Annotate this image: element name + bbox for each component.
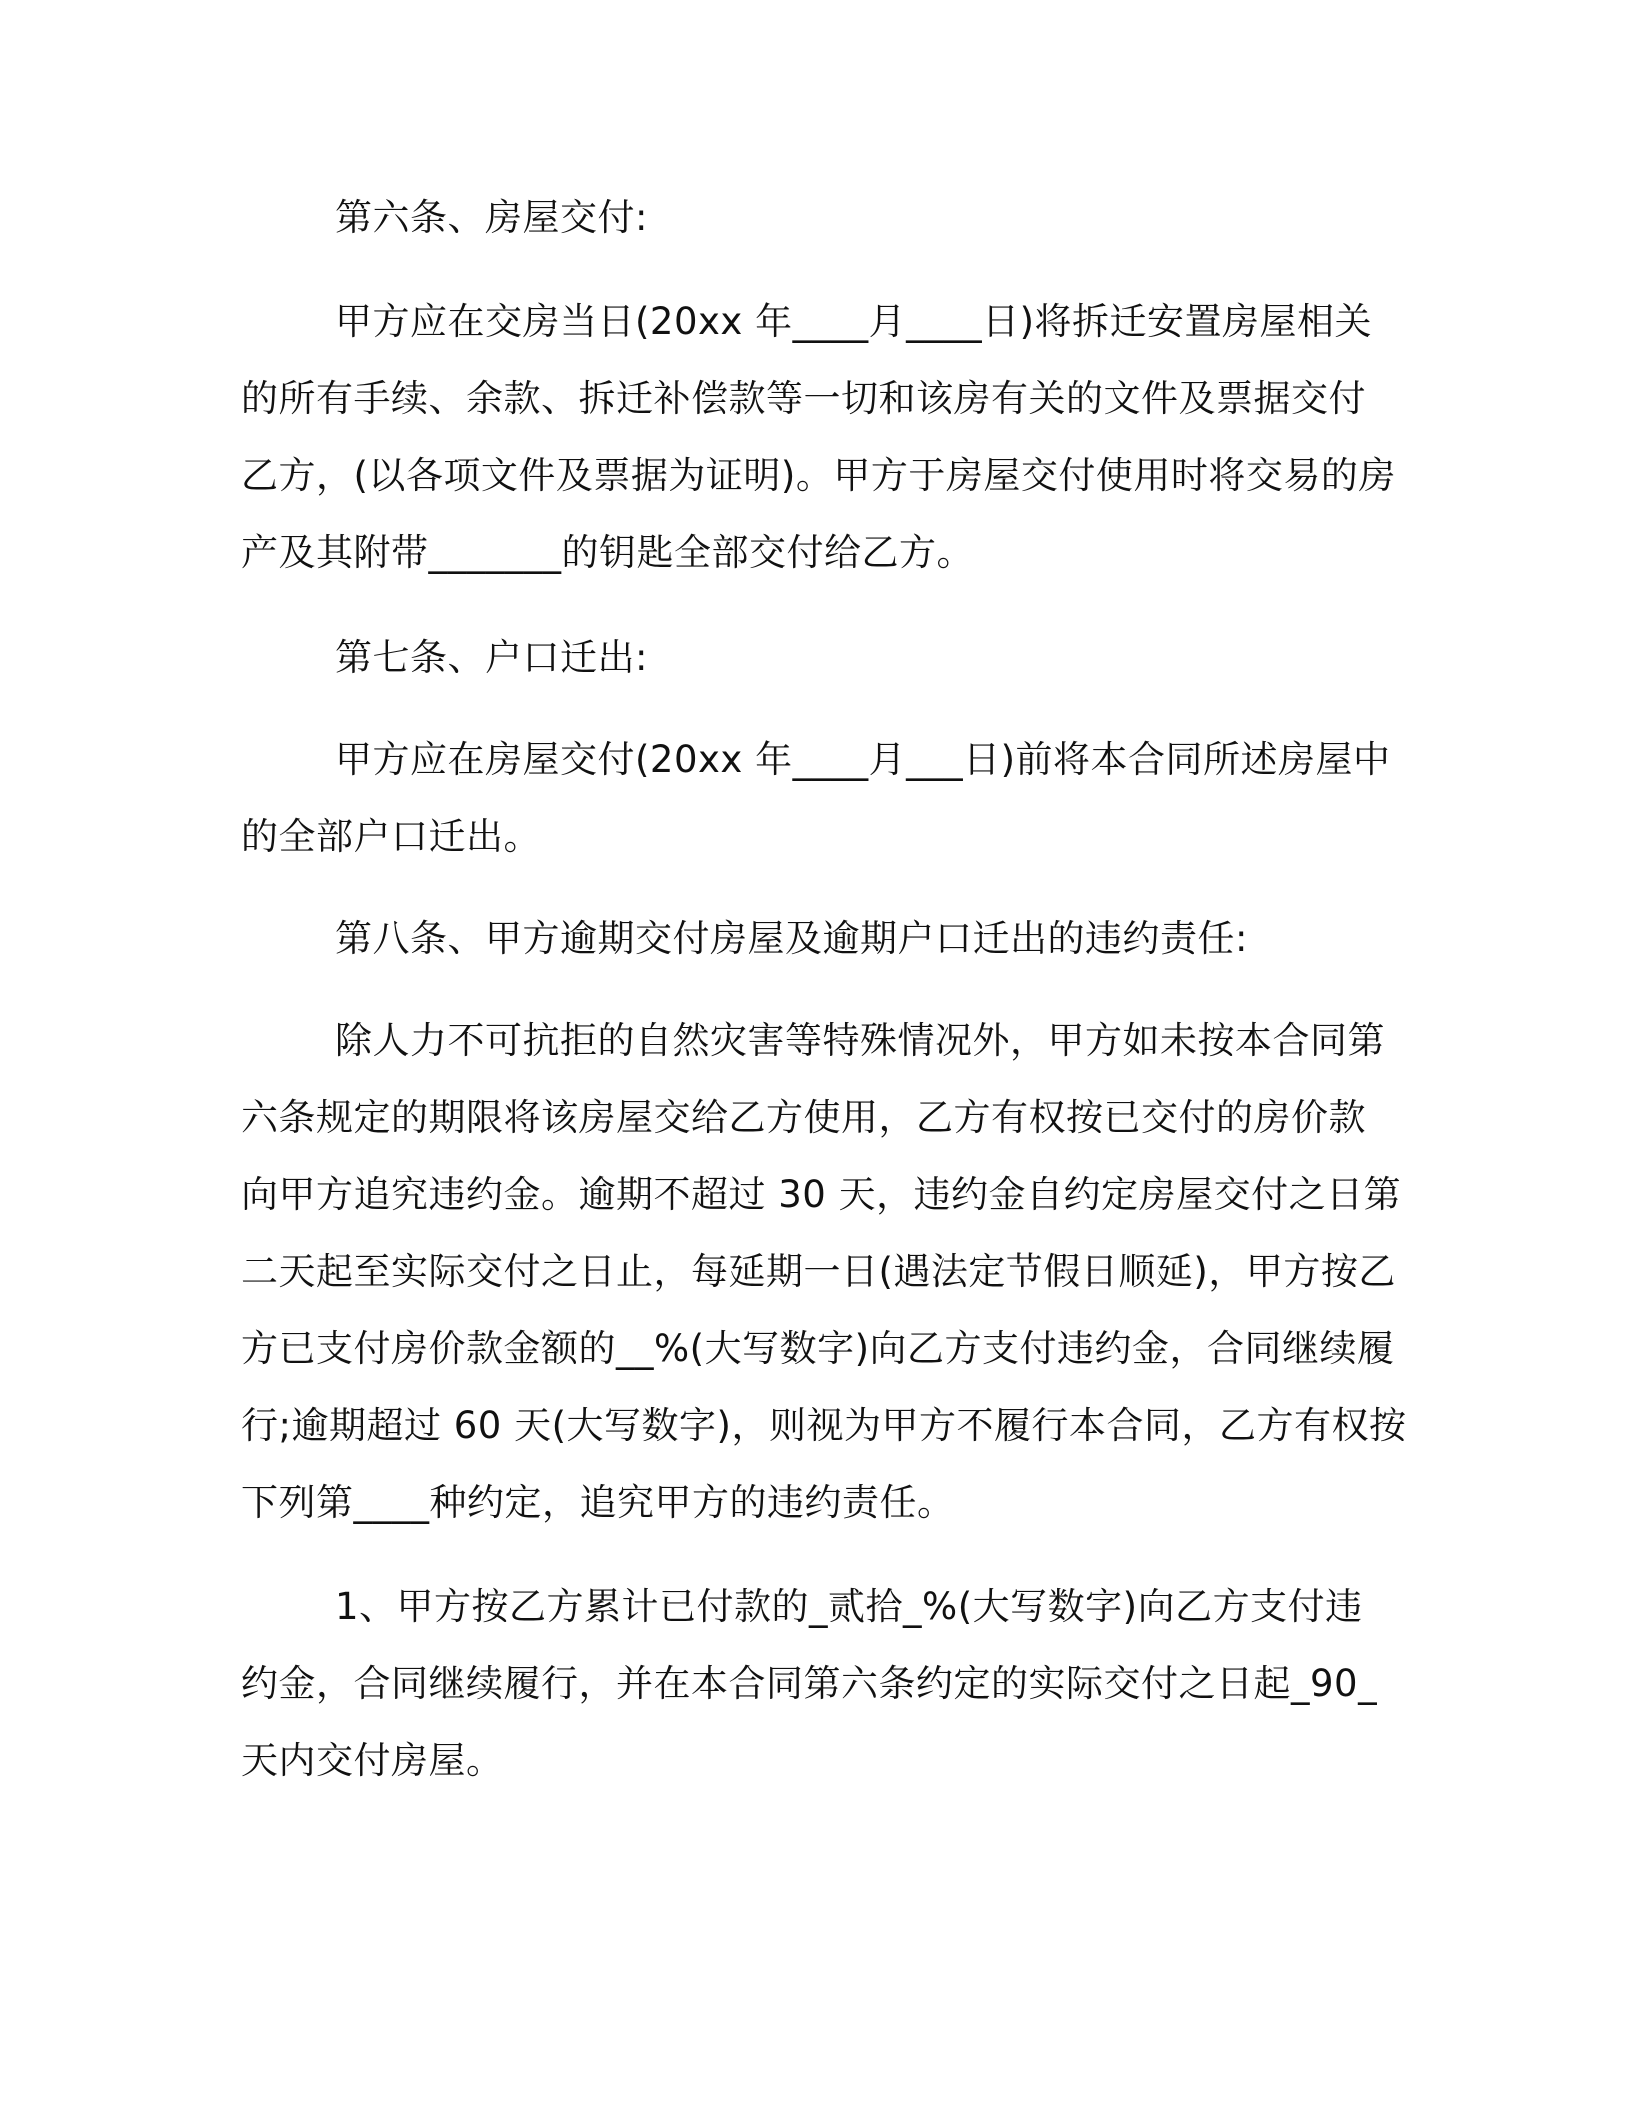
article-8-line-3: 向甲方追究违约金。逾期不超过 30 天，违约金自约定房屋交付之日第 (241, 1173, 1402, 1216)
article-6-line-1: 甲方应在交房当日(20xx 年____月____日)将拆迁安置房屋相关 (335, 300, 1373, 343)
article-8-line-2: 六条规定的期限将该房屋交给乙方使用，乙方有权按已交付的房价款 (241, 1096, 1366, 1139)
clause-1-line-1: 1、甲方按乙方累计已付款的_贰拾_%(大写数字)向乙方支付违 (335, 1585, 1363, 1628)
article-6-line-3: 乙方，(以各项文件及票据为证明)。甲方于房屋交付使用时将交易的房 (241, 454, 1396, 497)
clause-1-line-3: 天内交付房屋。 (241, 1739, 504, 1782)
article-8-line-1: 除人力不可抗拒的自然灾害等特殊情况外，甲方如未按本合同第 (335, 1019, 1385, 1062)
article-8-line-7: 下列第____种约定，追究甲方的违约责任。 (241, 1481, 955, 1524)
clause-1-line-2: 约金，合同继续履行，并在本合同第六条约定的实际交付之日起_90_ (241, 1662, 1378, 1705)
article-6-heading: 第六条、房屋交付: (335, 196, 648, 239)
article-8-line-5: 方已支付房价款金额的__%(大写数字)向乙方支付违约金，合同继续履 (241, 1327, 1395, 1370)
article-7-line-2: 的全部户口迁出。 (241, 815, 541, 858)
article-7-heading: 第七条、户口迁出: (335, 636, 648, 679)
article-8-line-4: 二天起至实际交付之日止，每延期一日(遇法定节假日顺延)，甲方按乙 (241, 1250, 1396, 1293)
article-6-line-4: 产及其附带_______的钥匙全部交付给乙方。 (241, 531, 974, 574)
article-7-line-1: 甲方应在房屋交付(20xx 年____月___日)前将本合同所述房屋中 (335, 738, 1391, 781)
article-6-line-2: 的所有手续、余款、拆迁补偿款等一切和该房有关的文件及票据交付 (241, 377, 1366, 420)
article-8-line-6: 行;逾期超过 60 天(大写数字)，则视为甲方不履行本合同，乙方有权按 (241, 1404, 1407, 1447)
article-8-heading: 第八条、甲方逾期交付房屋及逾期户口迁出的违约责任: (335, 917, 1248, 960)
